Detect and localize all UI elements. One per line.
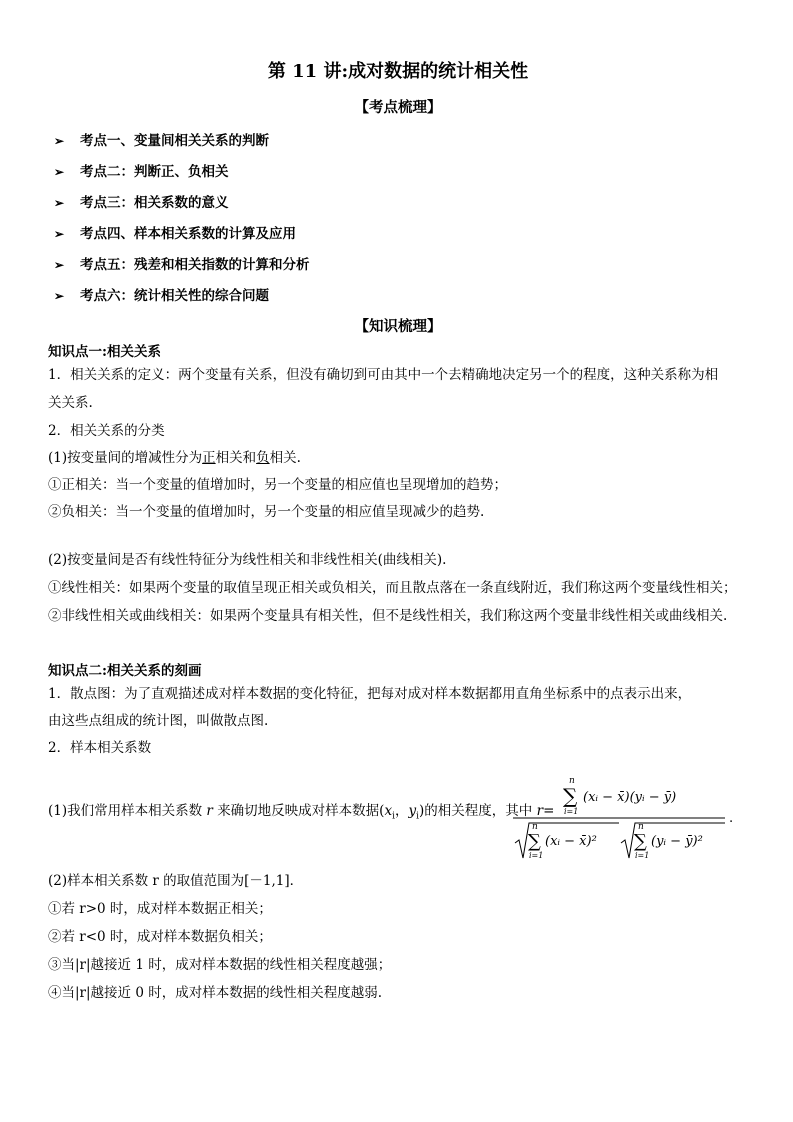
arrow-bullet-icon: ➢ (54, 134, 65, 148)
zhishi-header: 【知识梳理】 (354, 318, 442, 335)
kp1-classification: 2．相关关系的分类 (48, 423, 165, 439)
den-y-sum-lower: i=1 (635, 851, 650, 860)
den-x-sum-lower: i=1 (529, 851, 544, 860)
topic-item: ➢ 考点六：统计相关性的综合问题 (54, 288, 269, 304)
kp1-title: 知识点一:相关关系 (48, 344, 161, 360)
arrow-bullet-icon: ➢ (54, 289, 65, 303)
kp1-nonlinear: ②非线性相关或曲线相关：如果两个变量具有相关性，但不是线性相关，我们称这两个变量非线性相关或曲线相关. (48, 608, 728, 624)
kp2-scatter: 1．散点图：为了直观描述成对样本数据的变化特征，把每对成对样本数据都用直角坐标系中的点表示出来， (48, 686, 692, 702)
topic-item: ➢ 考点四、样本相关系数的计算及应用 (54, 226, 296, 242)
correlation-formula-svg (513, 773, 733, 863)
topic-item: ➢ 考点二：判断正、负相关 (54, 164, 229, 180)
den-x-expression: (xᵢ − x̄)² (545, 834, 597, 849)
kp2-formula-text: (1)我们常用样本相关系数 r 来确切地反映成对样本数据($x_i$，$y_i$)的相关程度，其中 r= (48, 803, 555, 822)
arrow-bullet-icon: ➢ (54, 196, 65, 210)
den-y-sum-symbol: ∑ (634, 831, 647, 852)
kaodian-header: 【考点梳理】 (354, 99, 442, 116)
kp2-point-4: ④当|r|越接近 0 时，成对样本数据的线性相关程度越弱. (48, 985, 383, 1001)
kp2-scatter-cont: 由这些点组成的统计图，叫做散点图. (48, 713, 269, 729)
arrow-bullet-icon: ➢ (54, 258, 65, 272)
numerator-sum-upper: n (569, 776, 575, 786)
kp1-linear: ①线性相关：如果两个变量的取值呈现正相关或负相关，而且散点落在一条直线附近，我们称这两个变量线性相关； (48, 580, 737, 596)
kp1-definition: 1．相关关系的定义：两个变量有关系，但没有确切到可由其中一个去精确地决定另一个的程度，这种关系称为相 (48, 367, 719, 383)
den-x-sum-symbol: ∑ (528, 831, 541, 852)
den-y-expression: (yᵢ − ȳ)² (651, 834, 703, 849)
page-title: 第 11 讲:成对数据的统计相关性 (267, 61, 529, 82)
kp1-class-1: (1)按变量间的增减性分为正相关和负相关. (48, 450, 301, 466)
kp2-range: (2)样本相关系数 r 的取值范围为[－1,1]． (48, 873, 304, 889)
den-x-sum-upper: n (532, 822, 538, 832)
formula-period: . (729, 811, 734, 826)
numerator-sum-lower: i=1 (564, 807, 579, 816)
kp2-coef: 2．样本相关系数 (48, 740, 152, 756)
topic-item: ➢ 考点一、变量间相关关系的判断 (54, 133, 269, 149)
arrow-bullet-icon: ➢ (54, 165, 65, 179)
kp2-title: 知识点二:相关关系的刻画 (48, 663, 202, 679)
topic-item: ➢ 考点三：相关系数的意义 (54, 195, 229, 211)
numerator-expression: (xᵢ − x̄)(yᵢ − ȳ) (583, 790, 677, 805)
kp1-positive: ①正相关：当一个变量的值增加时，另一个变量的相应值也呈现增加的趋势； (48, 477, 507, 493)
kp1-negative: ②负相关：当一个变量的值增加时，另一个变量的相应值呈现减少的趋势. (48, 504, 485, 520)
kp2-point-1: ①若 r>0 时，成对样本数据正相关； (48, 901, 272, 917)
correlation-formula (513, 773, 733, 863)
den-y-sum-upper: n (638, 822, 644, 832)
kp1-class-2: (2)按变量间是否有线性特征分为线性相关和非线性相关(曲线相关). (48, 552, 447, 568)
topic-item: ➢ 考点五：残差和相关指数的计算和分析 (54, 257, 310, 273)
kp1-definition-cont: 关关系. (48, 395, 93, 411)
arrow-bullet-icon: ➢ (54, 227, 65, 241)
kp2-point-2: ②若 r<0 时，成对样本数据负相关； (48, 929, 272, 945)
kp2-point-3: ③当|r|越接近 1 时，成对样本数据的线性相关程度越强； (48, 957, 392, 973)
numerator-sum-symbol: ∑ (563, 784, 578, 808)
